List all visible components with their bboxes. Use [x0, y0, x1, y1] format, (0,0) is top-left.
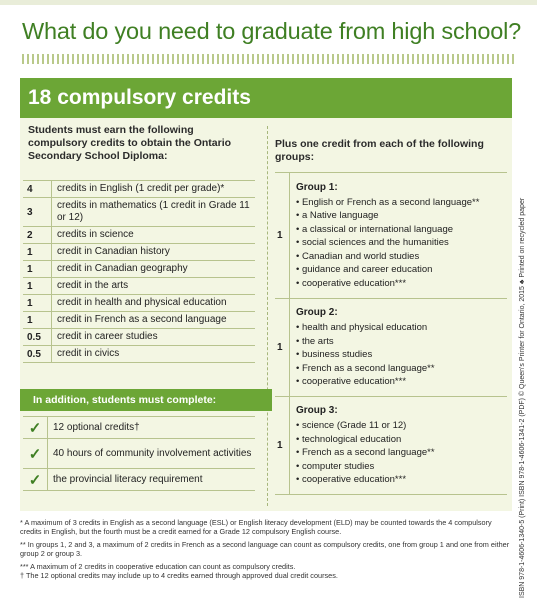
- group-title: Group 3:: [296, 405, 338, 417]
- group-credit-count: 1: [275, 397, 290, 495]
- table-row: [23, 312, 255, 329]
- compulsory-intro-text: Students must earn the following compulsory credits to obtain the Ontario Secondary School Diploma:: [28, 124, 232, 162]
- elective-groups-table: [275, 172, 507, 495]
- credit-count: 1: [23, 278, 52, 295]
- additional-requirements-banner: In addition, students must complete:: [20, 389, 272, 411]
- credit-description: credits in science: [52, 227, 256, 244]
- footnote: † The 12 optional credits may include up to 4 credits earned through approved dual credit courses.: [20, 571, 338, 581]
- credit-count: 0.5: [23, 329, 52, 346]
- table-row: [23, 261, 255, 278]
- credits-panel: [20, 78, 512, 511]
- group-item: • cooperative education***: [296, 277, 407, 289]
- footnote: ** In groups 1, 2 and 3, a maximum of 2 credits in French as a second language can count as compulsory credits, one from group 1 and one from either group 2 or group 3.: [20, 539, 510, 559]
- group-row: [275, 173, 507, 299]
- group-credit-count: 1: [275, 299, 290, 397]
- page-title: What do you need to graduate from high school?: [22, 18, 521, 44]
- groups-intro-text: Plus one credit from each of the following groups:: [275, 138, 484, 163]
- group-2: [290, 299, 508, 397]
- column-divider: [267, 126, 268, 506]
- credit-count: 1: [23, 261, 52, 278]
- group-item: • science (Grade 11 or 12): [296, 420, 407, 432]
- table-row: [23, 439, 255, 469]
- group-item: • guidance and career education: [296, 264, 433, 276]
- table-row: [23, 346, 255, 363]
- group-item: • French as a second language**: [296, 447, 435, 459]
- group-item: • cooperative education***: [296, 376, 407, 388]
- group-title: Group 1:: [296, 181, 338, 193]
- credit-description: credit in the arts: [52, 278, 256, 295]
- credit-count: 1: [23, 244, 52, 261]
- table-row: [23, 244, 255, 261]
- credit-description: credit in French as a second language: [52, 312, 256, 329]
- checkmark-icon: ✓: [23, 439, 48, 469]
- additional-requirements-table: [23, 416, 255, 491]
- credit-count: 2: [23, 227, 52, 244]
- group-item: • a classical or international language: [296, 223, 454, 235]
- checkmark-icon: ✓: [23, 417, 48, 439]
- checkmark-icon: ✓: [23, 469, 48, 491]
- group-item: • French as a second language**: [296, 362, 435, 374]
- compulsory-credits-banner: 18 compulsory credits: [20, 78, 512, 118]
- requirement-description: 12 optional credits†: [48, 417, 256, 439]
- group-1: [290, 173, 508, 299]
- table-row: [23, 227, 255, 244]
- requirement-description: 40 hours of community involvement activities: [48, 439, 256, 469]
- footnote: * A maximum of 3 credits in English as a second language (ESL) or English literacy development (ELD) may be counted towards the 4 compulsory credits in English, but the fourth must be a credit earned for a Grade 12 compulsory English course.: [20, 518, 492, 537]
- group-item: • cooperative education***: [296, 474, 407, 486]
- credit-description: credit in health and physical education: [52, 295, 256, 312]
- requirement-description: the provincial literacy requirement: [48, 469, 256, 491]
- group-title: Group 2:: [296, 307, 338, 319]
- group-item: • computer studies: [296, 460, 375, 472]
- group-item: • the arts: [296, 335, 334, 347]
- credit-description: credits in English (1 credit per grade)*: [52, 181, 256, 198]
- table-row: [23, 181, 255, 198]
- credit-count: 3: [23, 198, 52, 227]
- credit-description: credit in Canadian history: [52, 244, 256, 261]
- group-row: [275, 397, 507, 495]
- credit-count: 0.5: [23, 346, 52, 363]
- table-row: [23, 278, 255, 295]
- credit-count: 1: [23, 312, 52, 329]
- title-dotted-rule: [22, 54, 517, 64]
- group-item: • English or French as a second language**: [296, 196, 480, 208]
- credit-description: credit in Canadian geography: [52, 261, 256, 278]
- top-strip: [0, 0, 537, 5]
- credit-count: 1: [23, 295, 52, 312]
- table-row: [23, 469, 255, 491]
- group-item: • social sciences and the humanities: [296, 237, 449, 249]
- group-row: [275, 299, 507, 397]
- group-3: [290, 397, 508, 495]
- table-row: [23, 295, 255, 312]
- table-row: [23, 417, 255, 439]
- group-credit-count: 1: [275, 173, 290, 299]
- credit-description: credit in career studies: [52, 329, 256, 346]
- group-item: • health and physical education: [296, 322, 428, 334]
- footnotes: [20, 518, 515, 583]
- group-item: • Canadian and world studies: [296, 250, 420, 262]
- publication-info: ISBN 978-1-4606-1340-5 (Print) ISBN 978-1-4606-1341-2 (PDF) © Queen's Printer for Ontario, 2015 ♣ Printed on recycled paper: [519, 197, 526, 598]
- group-item: • technological education: [296, 433, 402, 445]
- group-item: • a Native language: [296, 210, 379, 222]
- credit-description: credits in mathematics (1 credit in Grade 11 or 12): [52, 198, 256, 227]
- credit-description: credit in civics: [52, 346, 256, 363]
- credit-count: 4: [23, 181, 52, 198]
- table-row: [23, 198, 255, 227]
- table-row: [23, 329, 255, 346]
- footnote: *** A maximum of 2 credits in cooperative education can count as compulsory credits.: [20, 561, 296, 571]
- group-item: • business studies: [296, 349, 373, 361]
- compulsory-credits-table: [23, 180, 255, 363]
